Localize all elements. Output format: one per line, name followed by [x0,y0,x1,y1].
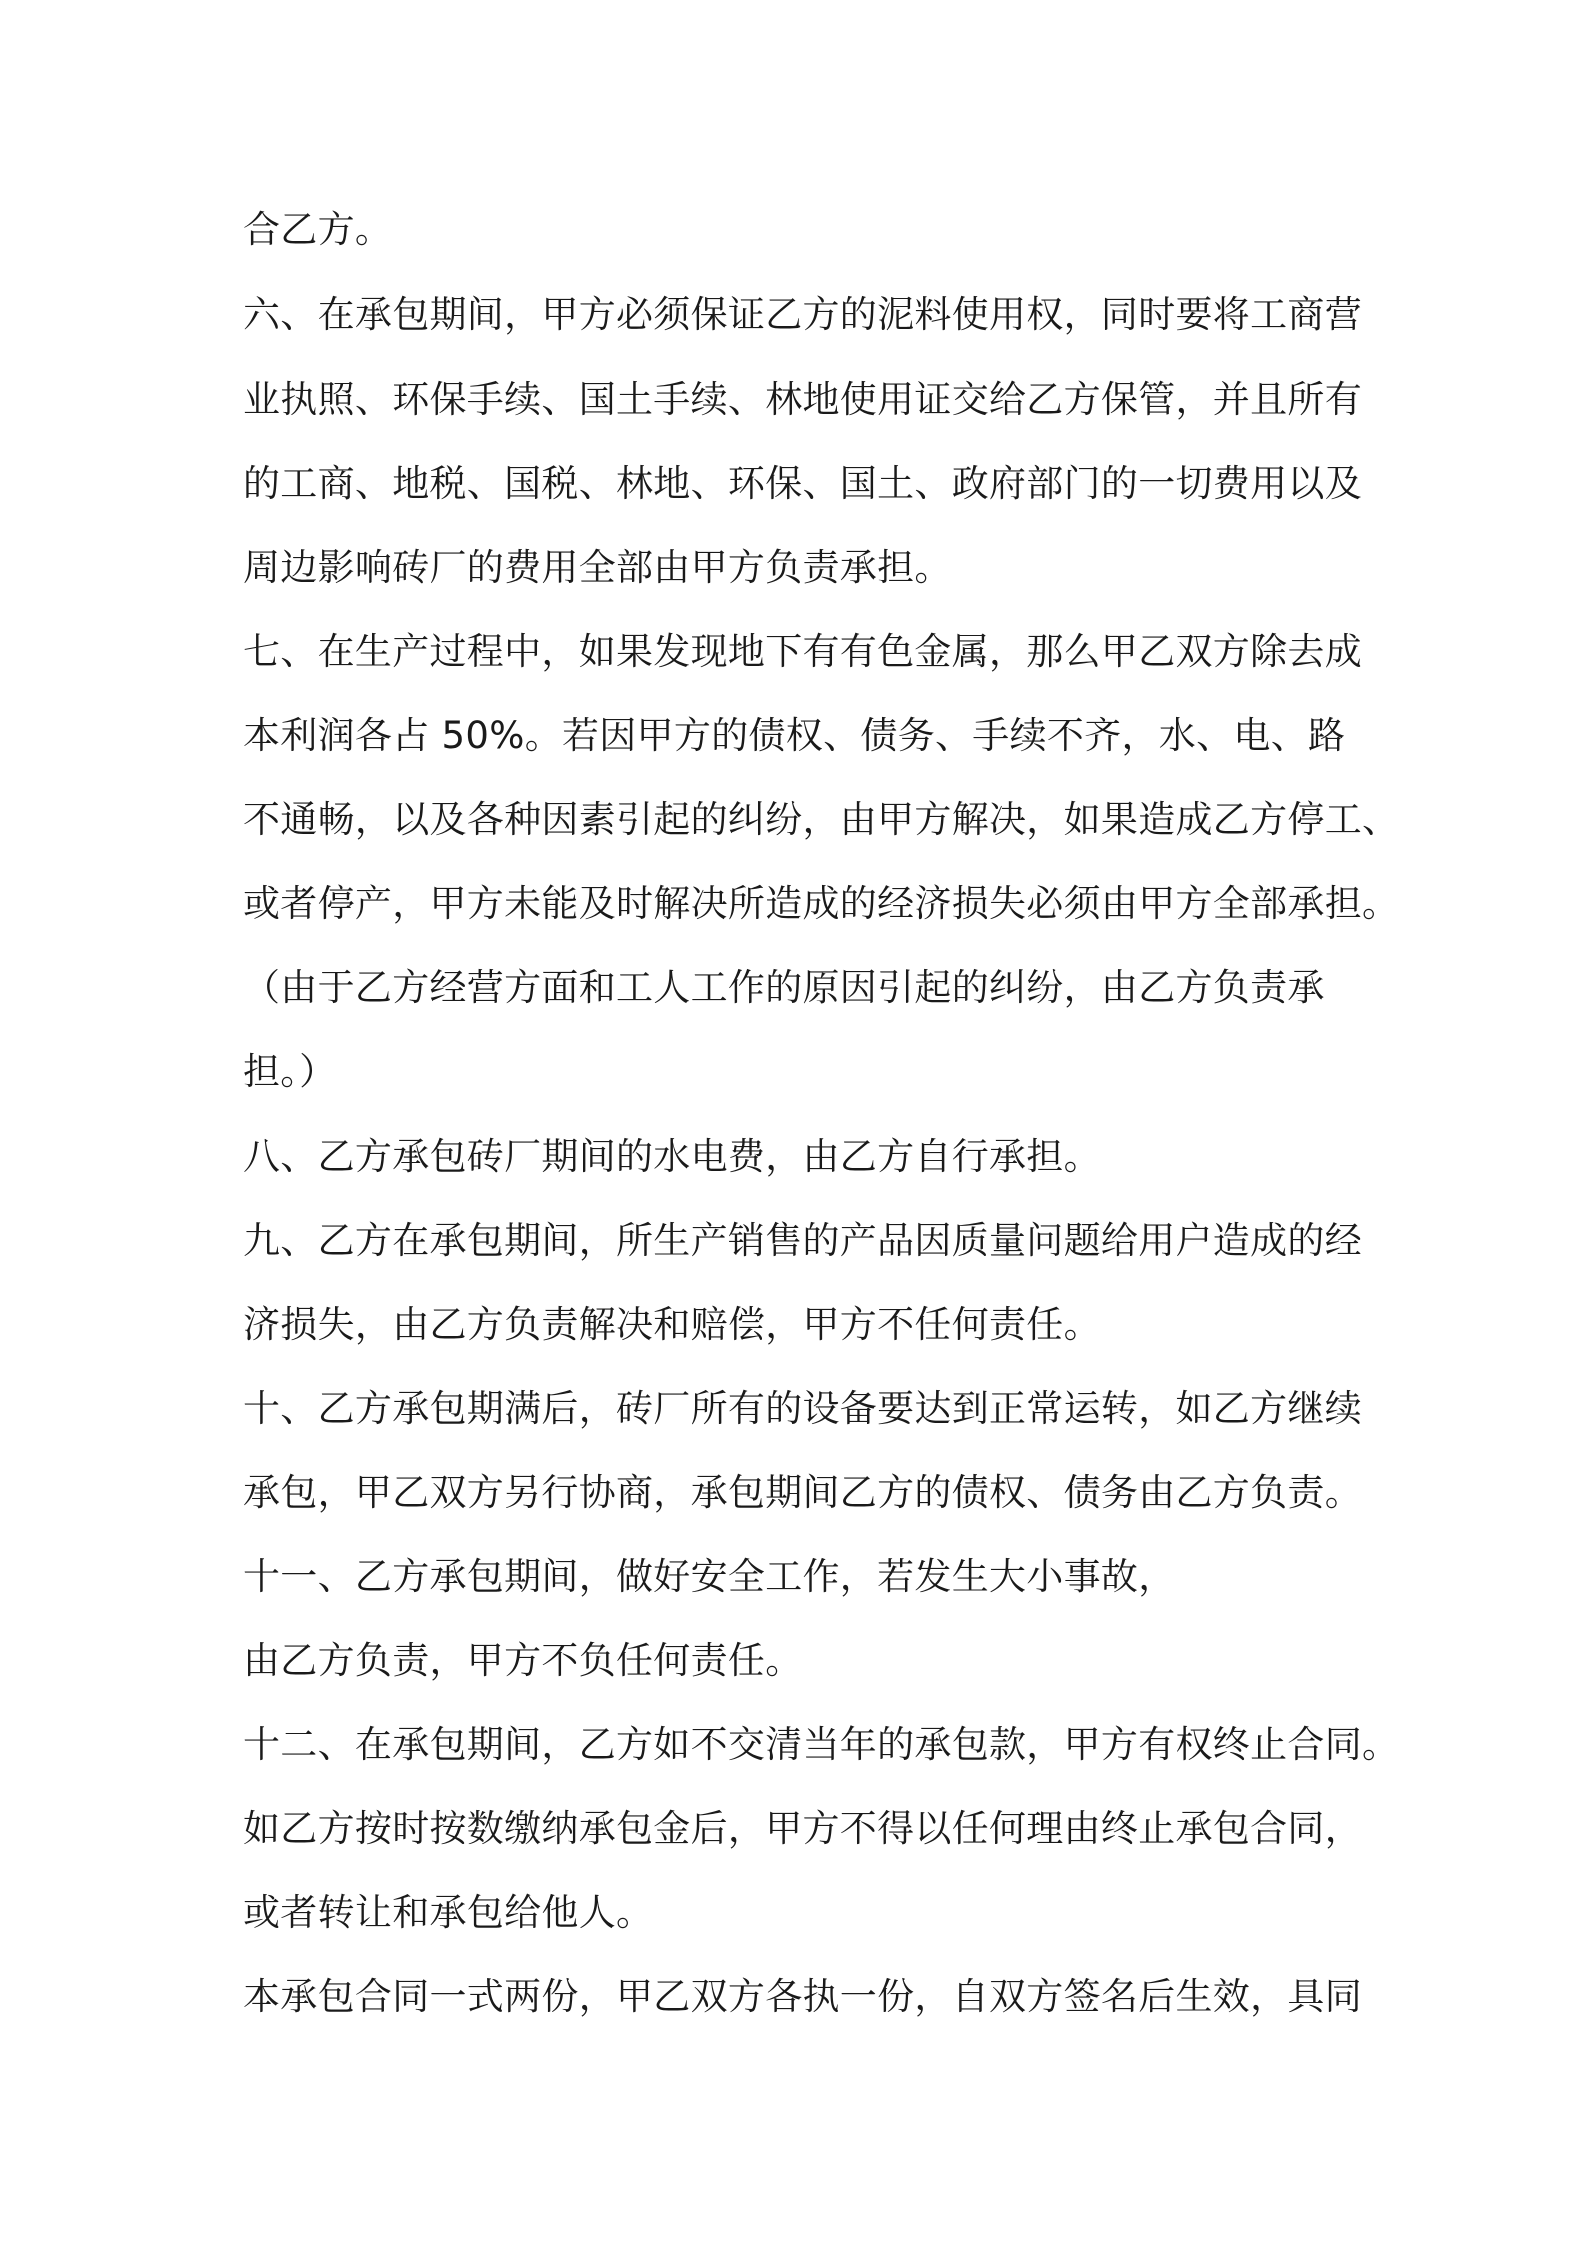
line-4: 的工商、地税、国税、林地、环保、国土、政府部门的一切费用以及 [243,462,1362,505]
line-clause-12: 十二、在承包期间，乙方如不交清当年的承包款，甲方有权终止合同。 [243,1723,1400,1766]
line-clause-9: 九、乙方在承包期间，所生产销售的产品因质量问题给用户造成的经 [243,1219,1362,1262]
line-closing: 本承包合同一式两份，甲乙双方各执一份，自双方签名后生效，具同 [243,1975,1362,2018]
line-21: 或者转让和承包给他人。 [243,1891,654,1934]
line-8: 不通畅，以及各种因素引起的纠纷，由甲方解决，如果造成乙方停工、 [243,798,1400,841]
line-11: 担。） [243,1050,337,1093]
line-clause-6: 六、在承包期间，甲方必须保证乙方的泥料使用权，同时要将工商营 [243,293,1362,336]
line-5: 周边影响砖厂的费用全部由甲方负责承担。 [243,546,952,589]
line-1: 合乙方。 [243,208,393,251]
line-9: 或者停产，甲方未能及时解决所造成的经济损失必须由甲方全部承担。 [243,882,1400,925]
line-3: 业执照、环保手续、国土手续、林地使用证交给乙方保管，并且所有 [243,378,1362,421]
line-clause-8: 八、乙方承包砖厂期间的水电费，由乙方自行承担。 [243,1135,1101,1178]
line-10: （由于乙方经营方面和工人工作的原因引起的纠纷，由乙方负责承 [243,966,1325,1009]
line-18: 由乙方负责，甲方不负任何责任。 [243,1639,803,1682]
line-clause-10: 十、乙方承包期满后，砖厂所有的设备要达到正常运转，如乙方继续 [243,1387,1362,1430]
line-14: 济损失，由乙方负责解决和赔偿，甲方不任何责任。 [243,1303,1101,1346]
line-clause-11: 十一、乙方承包期间，做好安全工作，若发生大小事故， [243,1555,1176,1598]
line-clause-7: 七、在生产过程中，如果发现地下有有色金属，那么甲乙双方除去成 [243,630,1362,673]
line-20: 如乙方按时按数缴纳承包金后，甲方不得以任何理由终止承包合同， [243,1807,1362,1850]
line-16: 承包，甲乙双方另行协商，承包期间乙方的债权、债务由乙方负责。 [243,1471,1362,1514]
line-7: 本利润各占 50%。若因甲方的债权、债务、手续不齐，水、电、路 [243,714,1346,757]
